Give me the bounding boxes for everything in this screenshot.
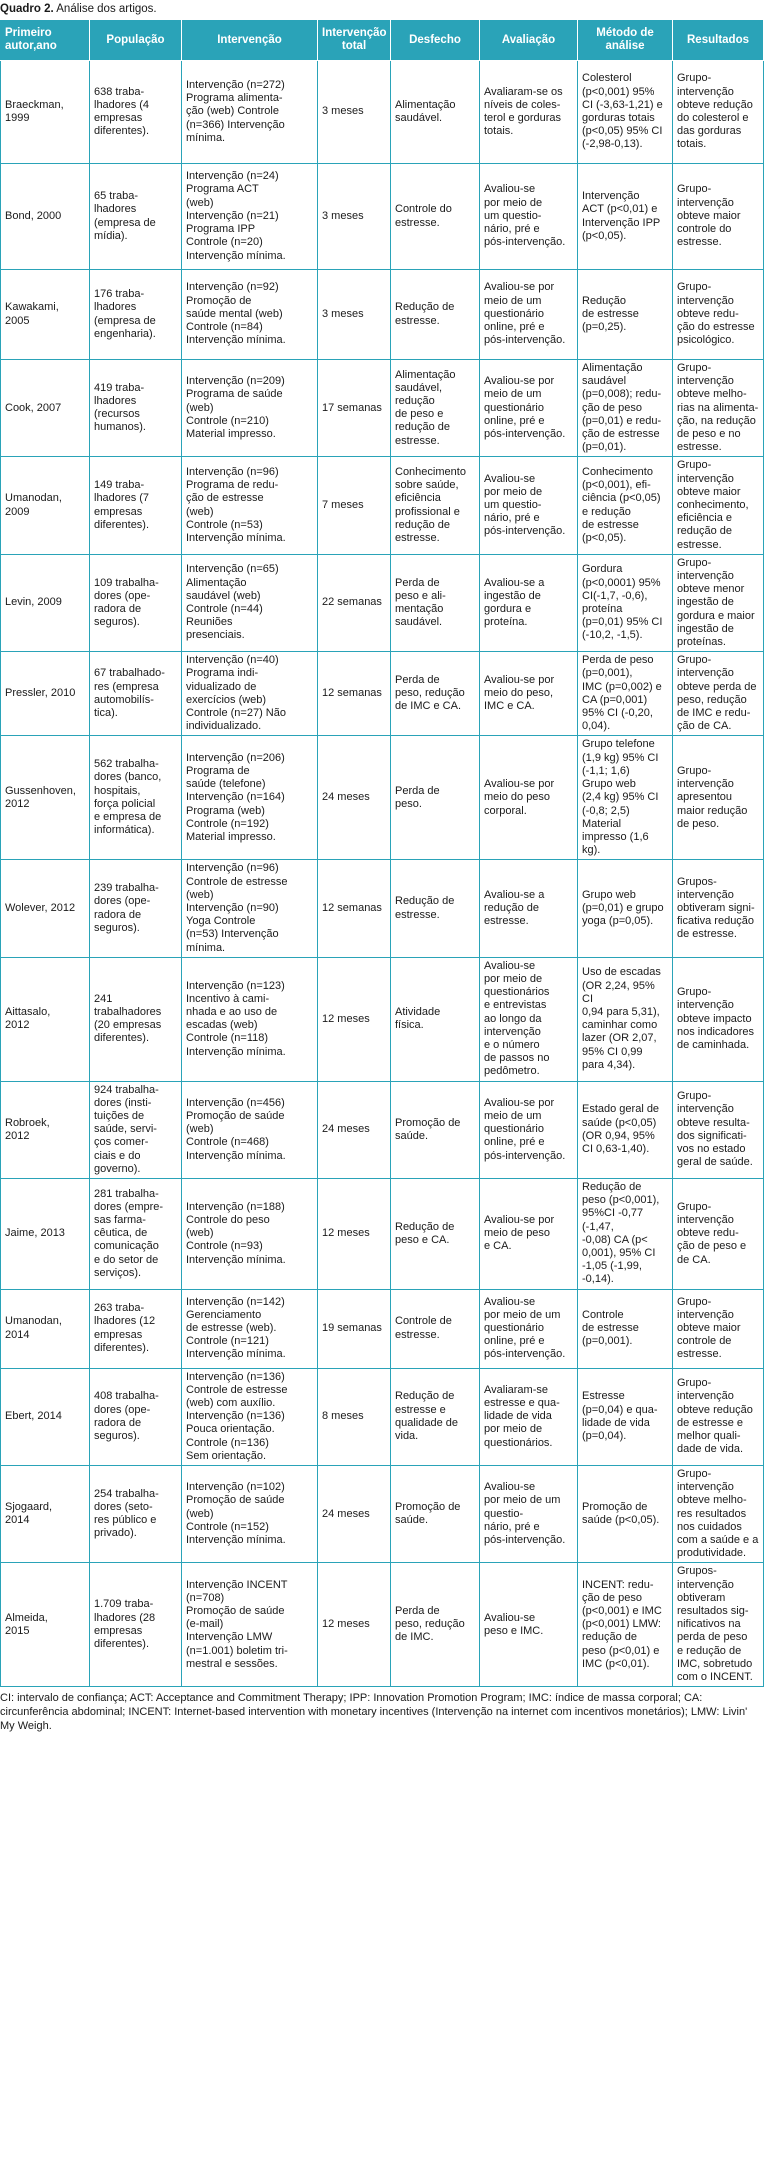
cell-results: Grupo- intervenção obteve menor ingestão de gordura e maior ingestão de proteínas. <box>673 554 764 651</box>
cell-intervention: Intervenção (n=96) Controle de estresse (web) Intervenção (n=90) Yoga Controle (n=53) Intervenção mínima. <box>182 860 318 957</box>
cell-analysis-method: Intervenção ACT (p<0,01) e Intervenção IPP (p<0,05). <box>578 164 673 270</box>
cell-results: Grupo- intervenção apresentou maior redução de peso. <box>673 736 764 860</box>
cell-total-intervention: 12 meses <box>318 957 391 1081</box>
cell-assessment: Avaliou-se por meio de um questionário online, pré e pós-intervenção. <box>480 360 578 457</box>
header-intervention: Intervenção <box>182 20 318 61</box>
cell-results: Grupo- intervenção obteve maior controle de estresse. <box>673 1289 764 1368</box>
table-row <box>1 61 764 164</box>
cell-population: 263 traba- lhadores (12 empresas diferentes). <box>90 1289 182 1368</box>
table-row <box>1 1368 764 1465</box>
cell-analysis-method: Colesterol (p<0,001) 95% CI (-3,63-1,21) e gorduras totais (p<0,05) 95% CI (-2,98-0,13). <box>578 61 673 164</box>
cell-outcome: Controle de estresse. <box>391 1289 480 1368</box>
table-row <box>1 652 764 736</box>
cell-analysis-method: Estresse (p=0,04) e qua- lidade de vida (p=0,04). <box>578 1368 673 1465</box>
cell-outcome: Redução de estresse e qualidade de vida. <box>391 1368 480 1465</box>
cell-total-intervention: 7 meses <box>318 457 391 554</box>
header-results: Resultados <box>673 20 764 61</box>
cell-author: Wolever, 2012 <box>1 860 90 957</box>
cell-analysis-method: Uso de escadas (OR 2,24, 95% CI 0,94 para 5,31), caminhar como lazer (OR 2,07, 95% CI 0,99 para 4,34). <box>578 957 673 1081</box>
cell-assessment: Avaliou-se por meio do peso, IMC e CA. <box>480 652 578 736</box>
cell-author: Pressler, 2010 <box>1 652 90 736</box>
cell-population: 281 trabalha- dores (empre- sas farma- cêutica, de comunicação e do setor de serviços). <box>90 1178 182 1289</box>
cell-population: 239 trabalha- dores (ope- radora de seguros). <box>90 860 182 957</box>
cell-analysis-method: Controle de estresse (p=0,001). <box>578 1289 673 1368</box>
table-row <box>1 1289 764 1368</box>
table-row <box>1 554 764 651</box>
cell-results: Grupo- intervenção obteve resulta- dos significati- vos no estado geral de saúde. <box>673 1081 764 1178</box>
cell-analysis-method: Gordura (p<0,0001) 95% CI(-1,7, -0,6), proteína (p=0,01) 95% CI (-10,2, -1,5). <box>578 554 673 651</box>
cell-population: 241 trabalhadores (20 empresas diferentes). <box>90 957 182 1081</box>
table-row <box>1 1081 764 1178</box>
cell-outcome: Redução de peso e CA. <box>391 1178 480 1289</box>
cell-total-intervention: 22 semanas <box>318 554 391 651</box>
cell-results: Grupo- intervenção obteve redução do colesterol e das gorduras totais. <box>673 61 764 164</box>
cell-total-intervention: 17 semanas <box>318 360 391 457</box>
cell-author: Sjogaard, 2014 <box>1 1466 90 1563</box>
cell-total-intervention: 12 semanas <box>318 652 391 736</box>
table-row <box>1 1178 764 1289</box>
cell-intervention: Intervenção (n=40) Programa indi- vidualizado de exercícios (web) Controle (n=27) Não individualizado. <box>182 652 318 736</box>
cell-author: Braeckman, 1999 <box>1 61 90 164</box>
cell-analysis-method: Grupo telefone (1,9 kg) 95% CI (-1,1; 1,6) Grupo web (2,4 kg) 95% CI (-0,8; 2,5) Material impresso (1,6 kg). <box>578 736 673 860</box>
cell-intervention: Intervenção (n=136) Controle de estresse (web) com auxílio. Intervenção (n=136) Pouca orientação. Controle (n=136) Sem orientação. <box>182 1368 318 1465</box>
cell-total-intervention: 3 meses <box>318 164 391 270</box>
table-row <box>1 1466 764 1563</box>
cell-intervention: Intervenção (n=209) Programa de saúde (web) Controle (n=210) Material impresso. <box>182 360 318 457</box>
cell-author: Bond, 2000 <box>1 164 90 270</box>
cell-author: Umanodan, 2014 <box>1 1289 90 1368</box>
header-outcome: Desfecho <box>391 20 480 61</box>
cell-assessment: Avaliou-se a ingestão de gordura e proteína. <box>480 554 578 651</box>
header-author: Primeiro autor,ano <box>1 20 90 61</box>
cell-results: Grupo- intervenção obteve melho- res resultados nos cuidados com a saúde e a produtividade. <box>673 1466 764 1563</box>
cell-results: Grupo- intervenção obteve redu- ção do estresse psicológico. <box>673 270 764 360</box>
cell-assessment: Avaliaram-se os níveis de coles- terol e gorduras totais. <box>480 61 578 164</box>
cell-outcome: Controle do estresse. <box>391 164 480 270</box>
cell-population: 176 traba- lhadores (empresa de engenharia). <box>90 270 182 360</box>
cell-author: Levin, 2009 <box>1 554 90 651</box>
cell-intervention: Intervenção (n=142) Gerenciamento de estresse (web). Controle (n=121) Intervenção mínima. <box>182 1289 318 1368</box>
cell-intervention: Intervenção INCENT (n=708) Promoção de saúde (e-mail) Intervenção LMW (n=1.001) boletim tri- mestral e sessões. <box>182 1563 318 1687</box>
cell-intervention: Intervenção (n=65) Alimentação saudável (web) Controle (n=44) Reuniões presenciais. <box>182 554 318 651</box>
table-footnote: CI: intervalo de confiança; ACT: Acceptance and Commitment Therapy; IPP: Innovation Promotion Program; IMC: índice de massa corporal; CA: circunferência abdominal; INCENT: Internet-based intervention with monetary incentives (Intervenção na internet com incentivos monetários); LMW: Livin' My Weigh. <box>0 1692 748 1733</box>
cell-population: 1.709 traba- lhadores (28 empresas diferentes). <box>90 1563 182 1687</box>
cell-results: Grupo- intervenção obteve impacto nos indicadores de caminhada. <box>673 957 764 1081</box>
cell-population: 67 trabalhado- res (empresa automobilís- tica). <box>90 652 182 736</box>
cell-total-intervention: 24 meses <box>318 736 391 860</box>
cell-total-intervention: 3 meses <box>318 270 391 360</box>
cell-assessment: Avaliou-se por meio de um questionário online, pré e pós-intervenção. <box>480 270 578 360</box>
cell-population: 109 trabalha- dores (ope- radora de seguros). <box>90 554 182 651</box>
header-total-intervention: Intervenção total <box>318 20 391 61</box>
cell-outcome: Perda de peso e ali- mentação saudável. <box>391 554 480 651</box>
cell-assessment: Avaliou-se por meio de um questionário online, pré e pós-intervenção. <box>480 1081 578 1178</box>
cell-intervention: Intervenção (n=96) Programa de redu- ção de estresse (web) Controle (n=53) Intervenção mínima. <box>182 457 318 554</box>
cell-population: 408 trabalha- dores (ope- radora de seguros). <box>90 1368 182 1465</box>
cell-results: Grupo- intervenção obteve perda de peso, redução de IMC e redu- ção de CA. <box>673 652 764 736</box>
cell-analysis-method: Grupo web (p=0,01) e grupo yoga (p=0,05). <box>578 860 673 957</box>
cell-total-intervention: 12 semanas <box>318 860 391 957</box>
analysis-table <box>0 19 764 1687</box>
cell-outcome: Alimentação saudável, redução de peso e redução de estresse. <box>391 360 480 457</box>
cell-analysis-method: Conhecimento (p<0,001), efi- ciência (p<0,05) e redução de estresse (p<0,05). <box>578 457 673 554</box>
cell-intervention: Intervenção (n=188) Controle do peso (web) Controle (n=93) Intervenção mínima. <box>182 1178 318 1289</box>
cell-analysis-method: Estado geral de saúde (p<0,05) (OR 0,94, 95% CI 0,63-1,40). <box>578 1081 673 1178</box>
cell-intervention: Intervenção (n=24) Programa ACT (web) Intervenção (n=21) Programa IPP Controle (n=20) Intervenção mínima. <box>182 164 318 270</box>
cell-author: Ebert, 2014 <box>1 1368 90 1465</box>
cell-results: Grupo- intervenção obteve redução de estresse e melhor quali- dade de vida. <box>673 1368 764 1465</box>
cell-results: Grupo- intervenção obteve maior conhecimento, eficiência e redução de estresse. <box>673 457 764 554</box>
cell-total-intervention: 12 meses <box>318 1178 391 1289</box>
cell-outcome: Perda de peso. <box>391 736 480 860</box>
caption-label: Quadro 2. <box>0 3 54 15</box>
header-assessment: Avaliação <box>480 20 578 61</box>
cell-results: Grupos- intervenção obtiveram signi- ficativa redução de estresse. <box>673 860 764 957</box>
cell-results: Grupo- intervenção obteve melho- rias na alimenta- ção, na redução de peso e no estresse. <box>673 360 764 457</box>
cell-intervention: Intervenção (n=272) Programa alimenta- ção (web) Controle (n=366) Intervenção mínima. <box>182 61 318 164</box>
cell-assessment: Avaliou-se por meio de um questio- nário, pré e pós-intervenção. <box>480 457 578 554</box>
cell-author: Cook, 2007 <box>1 360 90 457</box>
header-analysis-method: Método de análise <box>578 20 673 61</box>
cell-assessment: Avaliou-se por meio do peso corporal. <box>480 736 578 860</box>
header-population: População <box>90 20 182 61</box>
table-header-row <box>1 20 764 61</box>
cell-total-intervention: 24 meses <box>318 1081 391 1178</box>
cell-assessment: Avaliou-se por meio de peso e CA. <box>480 1178 578 1289</box>
cell-assessment: Avaliou-se peso e IMC. <box>480 1563 578 1687</box>
cell-population: 638 traba- lhadores (4 empresas diferentes). <box>90 61 182 164</box>
cell-total-intervention: 8 meses <box>318 1368 391 1465</box>
cell-results: Grupo- intervenção obteve redu- ção de peso e de CA. <box>673 1178 764 1289</box>
cell-population: 924 trabalha- dores (insti- tuições de saúde, servi- ços comer- ciais e do governo). <box>90 1081 182 1178</box>
cell-author: Gussenhoven, 2012 <box>1 736 90 860</box>
cell-author: Almeida, 2015 <box>1 1563 90 1687</box>
cell-intervention: Intervenção (n=123) Incentivo à cami- nhada e ao uso de escadas (web) Controle (n=118) Intervenção mínima. <box>182 957 318 1081</box>
cell-assessment: Avaliou-se por meio de questionários e entrevistas ao longo da intervenção e o número de passos no pedômetro. <box>480 957 578 1081</box>
cell-analysis-method: Alimentação saudável (p=0,008); redu- ção de peso (p=0,01) e redu- ção de estresse (p=0,01). <box>578 360 673 457</box>
cell-analysis-method: INCENT: redu- ção de peso (p<0,001) e IMC (p<0,001) LMW: redução de peso (p<0,01) e IMC (p<0,01). <box>578 1563 673 1687</box>
cell-population: 65 traba- lhadores (empresa de mídia). <box>90 164 182 270</box>
table-row <box>1 457 764 554</box>
table-caption <box>0 0 764 19</box>
cell-results: Grupo- intervenção obteve maior controle do estresse. <box>673 164 764 270</box>
cell-analysis-method: Promoção de saúde (p<0,05). <box>578 1466 673 1563</box>
cell-intervention: Intervenção (n=102) Promoção de saúde (web) Controle (n=152) Intervenção mínima. <box>182 1466 318 1563</box>
cell-outcome: Promoção de saúde. <box>391 1081 480 1178</box>
cell-population: 562 trabalha- dores (banco, hospitais, força policial e empresa de informática). <box>90 736 182 860</box>
cell-author: Aittasalo, 2012 <box>1 957 90 1081</box>
cell-total-intervention: 12 meses <box>318 1563 391 1687</box>
cell-outcome: Alimentação saudável. <box>391 61 480 164</box>
cell-assessment: Avaliaram-se estresse e qua- lidade de vida por meio de questionários. <box>480 1368 578 1465</box>
cell-author: Umanodan, 2009 <box>1 457 90 554</box>
cell-outcome: Conhecimento sobre saúde, eficiência profissional e redução de estresse. <box>391 457 480 554</box>
table-row <box>1 360 764 457</box>
cell-population: 254 trabalha- dores (seto- res público e privado). <box>90 1466 182 1563</box>
cell-intervention: Intervenção (n=456) Promoção de saúde (web) Controle (n=468) Intervenção mínima. <box>182 1081 318 1178</box>
cell-total-intervention: 3 meses <box>318 61 391 164</box>
cell-results: Grupos- intervenção obtiveram resultados sig- nificativos na perda de peso e redução de IMC, sobretudo com o INCENT. <box>673 1563 764 1687</box>
cell-intervention: Intervenção (n=92) Promoção de saúde mental (web) Controle (n=84) Intervenção mínima. <box>182 270 318 360</box>
cell-assessment: Avaliou-se a redução de estresse. <box>480 860 578 957</box>
cell-author: Kawakami, 2005 <box>1 270 90 360</box>
table-row <box>1 270 764 360</box>
table-row <box>1 957 764 1081</box>
cell-analysis-method: Redução de estresse (p=0,25). <box>578 270 673 360</box>
cell-outcome: Atividade física. <box>391 957 480 1081</box>
cell-outcome: Redução de estresse. <box>391 860 480 957</box>
cell-assessment: Avaliou-se por meio de um questio- nário, pré e pós-intervenção. <box>480 164 578 270</box>
cell-analysis-method: Redução de peso (p<0,001), 95%CI -0,77 (-1,47, -0,08) CA (p< 0,001), 95% CI -1,05 (-1,99, -0,14). <box>578 1178 673 1289</box>
table-row <box>1 1563 764 1687</box>
caption-text: Análise dos artigos. <box>56 3 157 15</box>
cell-intervention: Intervenção (n=206) Programa de saúde (telefone) Intervenção (n=164) Programa (web) Controle (n=192) Material impresso. <box>182 736 318 860</box>
cell-outcome: Perda de peso, redução de IMC e CA. <box>391 652 480 736</box>
cell-total-intervention: 19 semanas <box>318 1289 391 1368</box>
table-row <box>1 860 764 957</box>
table-body <box>1 61 764 1687</box>
table-row <box>1 736 764 860</box>
cell-assessment: Avaliou-se por meio de um questionário online, pré e pós-intervenção. <box>480 1289 578 1368</box>
cell-population: 419 traba- lhadores (recursos humanos). <box>90 360 182 457</box>
cell-outcome: Promoção de saúde. <box>391 1466 480 1563</box>
cell-population: 149 traba- lhadores (7 empresas diferentes). <box>90 457 182 554</box>
cell-outcome: Redução de estresse. <box>391 270 480 360</box>
cell-assessment: Avaliou-se por meio de um questio- nário, pré e pós-intervenção. <box>480 1466 578 1563</box>
cell-author: Robroek, 2012 <box>1 1081 90 1178</box>
cell-outcome: Perda de peso, redução de IMC. <box>391 1563 480 1687</box>
cell-analysis-method: Perda de peso (p=0,001), IMC (p=0,002) e CA (p=0,001) 95% CI (-0,20, 0,04). <box>578 652 673 736</box>
cell-total-intervention: 24 meses <box>318 1466 391 1563</box>
table-row <box>1 164 764 270</box>
cell-author: Jaime, 2013 <box>1 1178 90 1289</box>
